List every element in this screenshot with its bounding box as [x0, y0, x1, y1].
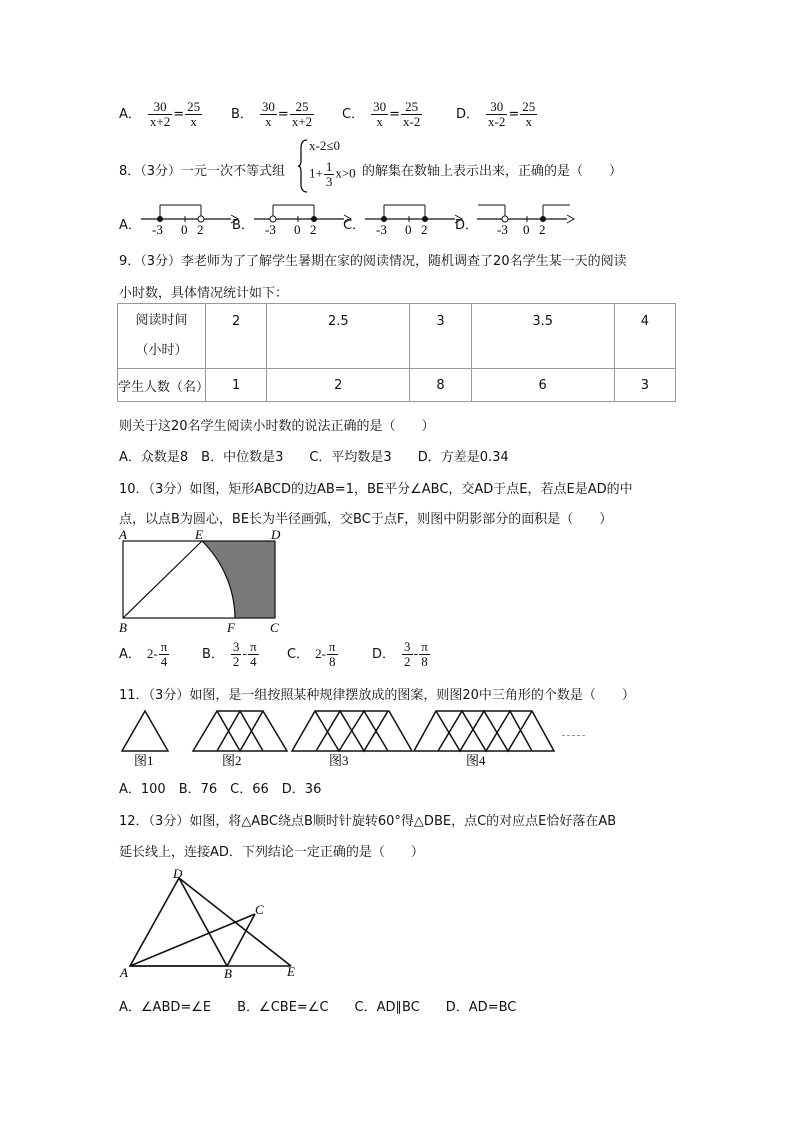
q11-figures	[118, 704, 598, 770]
table-row	[118, 369, 676, 402]
q12-figure	[115, 864, 305, 982]
q11-stem: 11．（3分）如图，是一组按照某种规律摆放成的图案，则图20中三角形的个数是（ ）	[119, 688, 635, 703]
point-label-d: D	[271, 528, 281, 542]
inequality-2: 1+ $\frac{1}{3}$ x>0	[309, 159, 356, 189]
svg-text:-3: -3	[152, 222, 163, 237]
pattern-figure-2	[193, 711, 287, 751]
fraction: $\frac{30}{x}$	[373, 99, 387, 129]
svg-text:0: 0	[523, 222, 530, 237]
q8-option-d-label: D．	[455, 218, 479, 233]
fraction: $\frac{30}{x-2}$	[488, 99, 506, 129]
table-cell: 6	[471, 369, 614, 402]
table-cell: 3	[410, 304, 471, 369]
q9-question: 则关于这20名学生阅读小时数的说法正确的是（ ）	[119, 419, 435, 434]
table-header-cell: 阅读时间 （小时）	[118, 304, 206, 369]
q10-option-c: C． 2- $\frac{\pi}{8}$	[287, 639, 336, 669]
svg-text:-3: -3	[497, 222, 508, 237]
q9-stem-line1: 9．（3分）李老师为了了解学生暑期在家的阅读情况，随机调查了20名学生某一天的阅读	[119, 254, 627, 269]
fraction: $\frac{30}{x}$	[261, 99, 275, 129]
q8-stem-suffix: 的解集在数轴上表示出来，正确的是（ ）	[362, 164, 623, 179]
q12-stem-line1: 12．（3分）如图，将△ABC绕点B顺时针旋转60°得△DBE，点C的对应点E恰好落在AB	[119, 814, 617, 829]
figure-label-2: 图2	[222, 753, 242, 768]
table-cell: 3.5	[471, 304, 614, 369]
table-row	[118, 304, 676, 369]
q10-option-d: D． $\frac{3}{2}$ - $\frac{\pi}{8}$	[372, 639, 428, 669]
q7-option-d: D． $\frac{30}{x-2}$ = $\frac{25}{x}$	[456, 99, 536, 129]
q9-options: A．众数是8 B．中位数是3 C．平均数是3 D．方差是0.34	[119, 450, 509, 465]
fraction: $\frac{30}{x+2}$	[149, 99, 171, 129]
table-cell: 2.5	[267, 304, 410, 369]
q7-option-c: C． $\frac{30}{x}$ = $\frac{25}{x-2}$	[342, 99, 421, 129]
q12-stem-line2: 延长线上，连接AD．下列结论一定正确的是（ ）	[119, 845, 424, 860]
number-line-b	[252, 198, 352, 238]
q10-figure	[115, 528, 290, 638]
figure-label-4: 图4	[466, 753, 486, 768]
q8-inequality-system	[298, 138, 362, 194]
point-label-b: B	[224, 966, 232, 981]
table-cell: 1	[206, 369, 267, 402]
point-label-e: E	[195, 528, 203, 542]
svg-text:2: 2	[197, 222, 204, 237]
svg-text:0: 0	[181, 222, 188, 237]
q12-options: A．∠ABD=∠E B．∠CBE=∠C C．AD∥BC D．AD=BC	[119, 1000, 517, 1015]
q8-option-c-label: C．	[343, 218, 366, 233]
svg-text:2: 2	[310, 222, 317, 237]
brace-icon	[298, 138, 308, 194]
pattern-figure-4	[414, 711, 554, 751]
figure-label-1: 图1	[134, 753, 154, 768]
number-line-a	[139, 198, 239, 238]
q7-option-a: A． $\frac{30}{x+2}$ = $\frac{25}{x}$	[119, 99, 201, 129]
table-cell: 3	[614, 369, 675, 402]
ellipsis-marks-icon	[562, 735, 585, 736]
point-label-c: C	[255, 902, 264, 917]
number-line-c	[363, 198, 463, 238]
q10-stem-line2: 点，以点B为圆心，BE长为半径画弧，交BC于点F，则图中阴影部分的面积是（ ）	[119, 512, 613, 527]
number-line-d	[475, 198, 575, 238]
pattern-figure-3	[292, 711, 412, 751]
figure-label-3: 图3	[329, 753, 349, 768]
q11-options: A．100 B．76 C．66 D．36	[119, 782, 322, 797]
inequality-1: x-2≤0	[309, 138, 340, 153]
q9-table	[117, 303, 676, 402]
q8-option-b-label: B．	[232, 218, 254, 233]
q10-stem-line1: 10．（3分）如图，矩形ABCD的边AB=1，BE平分∠ABC，交AD于点E，若点E是AD的中	[119, 482, 633, 497]
point-label-a: A	[120, 965, 128, 980]
table-header-cell: 学生人数（名）	[118, 369, 206, 402]
fraction: $\frac{25}{x+2}$	[291, 99, 313, 129]
point-label-c: C	[270, 620, 279, 635]
fraction: $\frac{25}{x}$	[522, 99, 536, 129]
table-cell: 4	[614, 304, 675, 369]
svg-text:0: 0	[405, 222, 412, 237]
q7-option-b: B． $\frac{30}{x}$ = $\frac{25}{x+2}$	[231, 99, 313, 129]
fraction: $\frac{25}{x}$	[187, 99, 201, 129]
fraction: $\frac{25}{x-2}$	[402, 99, 421, 129]
q10-option-a: A． 2- $\frac{\pi}{4}$	[119, 639, 168, 669]
point-label-d: D	[173, 866, 183, 881]
svg-text:2: 2	[421, 222, 428, 237]
point-label-a: A	[119, 528, 127, 542]
q8-options	[119, 198, 589, 238]
q8-option-a-label: A．	[119, 218, 141, 233]
svg-text:2: 2	[539, 222, 546, 237]
point-label-e: E	[287, 964, 295, 979]
q9-stem-line2: 小时数，具体情况统计如下：	[119, 286, 289, 301]
table-cell: 2	[267, 369, 410, 402]
pattern-figure-1	[122, 711, 168, 751]
svg-text:0: 0	[294, 222, 301, 237]
svg-text:-3: -3	[376, 222, 387, 237]
q8-stem: 8．（3分）一元一次不等式组	[119, 164, 286, 179]
point-label-f: F	[227, 620, 235, 635]
table-cell: 8	[410, 369, 471, 402]
point-label-b: B	[119, 620, 127, 635]
q10-option-b: B． $\frac{3}{2}$ - $\frac{\pi}{4}$	[202, 639, 257, 669]
table-cell: 2	[206, 304, 267, 369]
svg-text:-3: -3	[265, 222, 276, 237]
